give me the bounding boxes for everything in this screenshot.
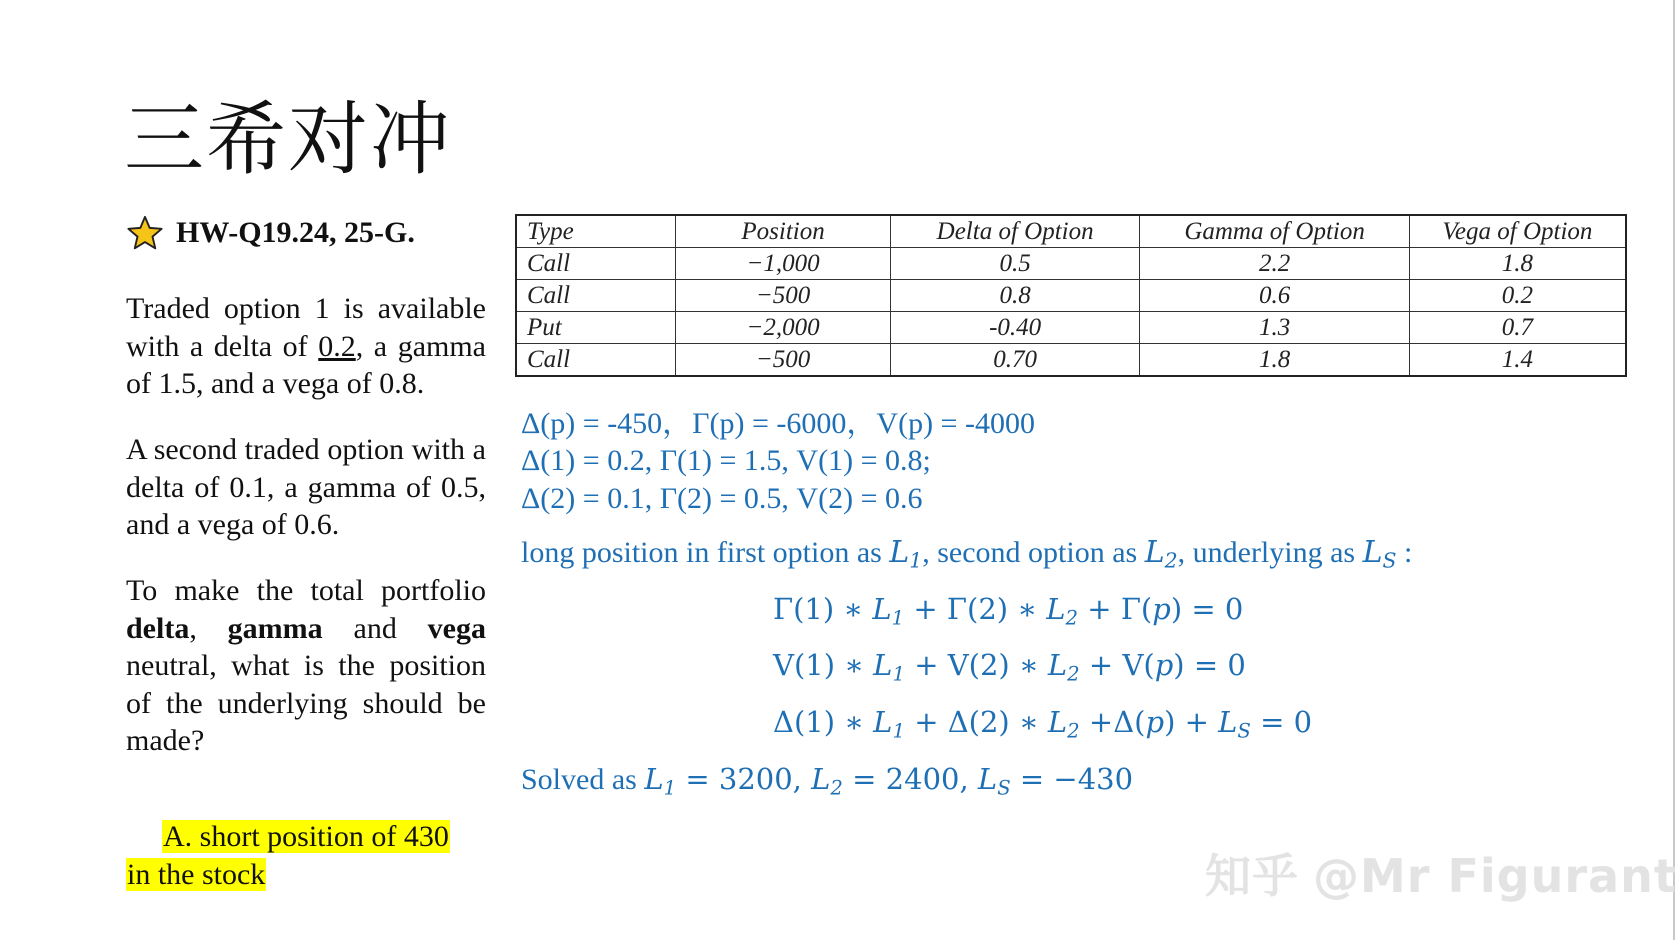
eq1-part-b: + Γ(2) ∗ <box>904 592 1047 626</box>
def-text-d: : <box>1396 536 1413 569</box>
option1-delta-value: 0.2 <box>318 329 356 363</box>
options-table <box>515 214 1627 377</box>
watermark-author: @Mr Figurant <box>1313 849 1677 903</box>
solved-ls-value: = −430 <box>1010 762 1134 796</box>
table-row <box>516 280 1626 312</box>
eq1-part-c: + Γ( <box>1078 592 1153 626</box>
var-l2 <box>1046 592 1079 630</box>
sym-l: L <box>1047 705 1068 739</box>
table-cell: Call <box>516 280 676 312</box>
question-text-b: neutral, what is the position of the underlying should be made? <box>126 649 486 757</box>
problem-option1 <box>126 290 486 403</box>
delta-equation <box>773 705 1312 743</box>
sym-p: p <box>1152 592 1171 626</box>
sym-l: L <box>977 762 998 796</box>
sym-p: p <box>1145 705 1165 739</box>
table-row <box>516 344 1626 377</box>
sym-l: L <box>1046 592 1066 626</box>
star-icon <box>126 214 164 252</box>
sym-l: L <box>811 762 831 796</box>
table-cell: −1,000 <box>676 248 891 280</box>
table-cell: Call <box>516 248 676 280</box>
sub-s: S <box>997 776 1011 800</box>
sub-1: 1 <box>891 606 905 630</box>
table-cell: −500 <box>676 344 891 377</box>
sym-p: p <box>1154 648 1174 682</box>
question-text-a: To make the total portfolio <box>126 574 486 607</box>
table-header: Delta of Option <box>890 215 1140 248</box>
sub-2: 2 <box>1164 548 1178 573</box>
eq1-part-d: ) = 0 <box>1170 592 1244 626</box>
sub-1: 1 <box>909 548 923 573</box>
sym-l: L <box>872 592 892 626</box>
sym-l: L <box>1218 705 1238 739</box>
sym-l: L <box>1144 535 1165 570</box>
table-row <box>516 312 1626 344</box>
question-and: and <box>322 611 428 645</box>
hw-label: HW-Q19.24, 25-G. <box>176 216 415 249</box>
problem-option1-text-b: , a gamma of 1.5, and a vega of 0.8. <box>126 329 486 400</box>
table-cell: 0.70 <box>890 344 1140 377</box>
problem-option2: A second traded option with a delta of 0.1, a gamma of 0.5, and a vega of 0.6. <box>126 433 486 541</box>
var-l2 <box>1047 705 1080 743</box>
table-header: Gamma of Option <box>1140 215 1409 248</box>
table-cell: 2.2 <box>1140 248 1409 280</box>
eq2-part-d: ) = 0 <box>1173 648 1246 682</box>
variable-definition <box>521 535 1412 573</box>
sym-l: L <box>889 535 910 570</box>
table-cell: 1.8 <box>1140 344 1409 377</box>
var-l1 <box>872 592 905 630</box>
var-l1 <box>889 535 923 573</box>
var-l2 <box>811 762 843 800</box>
slide-right-edge <box>1673 0 1675 940</box>
eq3-part-b: + Δ(2) ∗ <box>904 705 1048 739</box>
sym-l: L <box>1047 648 1068 682</box>
problem-option1-text-a: Traded option 1 is available with a delta of <box>126 292 486 363</box>
answer-line2: in the stock <box>127 858 266 891</box>
sym-l: L <box>873 705 893 739</box>
table-cell: 0.5 <box>890 248 1140 280</box>
var-l1 <box>644 762 677 800</box>
eq2-part-a: V(1) ∗ <box>773 648 874 682</box>
sub-1: 1 <box>663 776 677 800</box>
answer-line1: A. short position of 430 <box>163 820 449 853</box>
sub-2: 2 <box>1067 662 1080 686</box>
var-ls <box>1362 535 1397 573</box>
slide-title: 三希对冲 <box>124 93 452 186</box>
greeks-portfolio: Δ(p) = -450，Γ(p) = -6000，V(p) = -4000 <box>521 407 1035 440</box>
question-vega: vega <box>427 611 486 645</box>
eq2-part-b: + V(2) ∗ <box>904 648 1048 682</box>
table-cell: −2,000 <box>676 312 891 344</box>
greeks-option1: Δ(1) = 0.2, Γ(1) = 1.5, V(1) = 0.8; <box>521 444 931 477</box>
table-header-row <box>516 215 1626 248</box>
hw-reference <box>126 214 415 252</box>
solved-l1-value: = 3200, <box>676 762 812 796</box>
greeks-option2: Δ(2) = 0.1, Γ(2) = 0.5, V(2) = 0.6 <box>521 482 923 515</box>
table-cell: 1.3 <box>1140 312 1409 344</box>
sub-s: S <box>1382 548 1397 573</box>
def-text-a: long position in first option as <box>521 536 890 569</box>
table-cell: 0.7 <box>1409 312 1626 344</box>
var-l1 <box>873 705 905 743</box>
solved-values <box>644 762 1134 800</box>
var-l1 <box>873 648 905 686</box>
sym-l: L <box>873 648 893 682</box>
table-cell: Put <box>516 312 676 344</box>
solved-l2-value: = 2400, <box>842 762 978 796</box>
question-gamma: gamma <box>227 611 323 645</box>
sub-s: S <box>1237 719 1251 743</box>
table-cell: -0.40 <box>890 312 1140 344</box>
vega-equation <box>773 648 1246 686</box>
gamma-equation <box>773 592 1243 630</box>
watermark-site: 知乎 <box>1205 849 1299 903</box>
table-row <box>516 248 1626 280</box>
var-ls <box>1218 705 1251 743</box>
answer <box>126 818 496 894</box>
problem-question <box>126 572 486 760</box>
table-cell: 1.4 <box>1409 344 1626 377</box>
table-cell: Call <box>516 344 676 377</box>
sub-1: 1 <box>892 719 905 743</box>
eq3-part-d: ) + <box>1164 705 1219 739</box>
sub-1: 1 <box>892 662 905 686</box>
question-delta: delta <box>126 611 190 645</box>
sub-2: 2 <box>830 776 843 800</box>
table-cell: 0.6 <box>1140 280 1409 312</box>
def-text-c: , underlying as <box>1177 536 1363 569</box>
eq1-part-a: Γ(1) ∗ <box>773 592 873 626</box>
eq3-part-a: Δ(1) ∗ <box>773 705 874 739</box>
solution-result <box>521 762 1133 800</box>
var-ls <box>977 762 1011 800</box>
table-cell: 0.8 <box>890 280 1140 312</box>
question-comma: , <box>189 611 228 645</box>
var-l2 <box>1144 535 1178 573</box>
table-header: Vega of Option <box>1409 215 1626 248</box>
table-cell: 0.2 <box>1409 280 1626 312</box>
var-l2 <box>1047 648 1080 686</box>
watermark <box>1205 840 1677 906</box>
table-cell: 1.8 <box>1409 248 1626 280</box>
eq3-part-c: +Δ( <box>1079 705 1146 739</box>
sub-2: 2 <box>1067 719 1080 743</box>
table-header: Type <box>516 215 676 248</box>
sym-l: L <box>644 762 664 796</box>
solved-label: Solved as <box>521 763 645 796</box>
sym-l: L <box>1362 535 1383 570</box>
sub-2: 2 <box>1065 606 1079 630</box>
eq2-part-c: + V( <box>1079 648 1155 682</box>
def-text-b: , second option as <box>922 536 1145 569</box>
eq3-part-e: = 0 <box>1250 705 1313 739</box>
table-cell: −500 <box>676 280 891 312</box>
table-header: Position <box>676 215 891 248</box>
